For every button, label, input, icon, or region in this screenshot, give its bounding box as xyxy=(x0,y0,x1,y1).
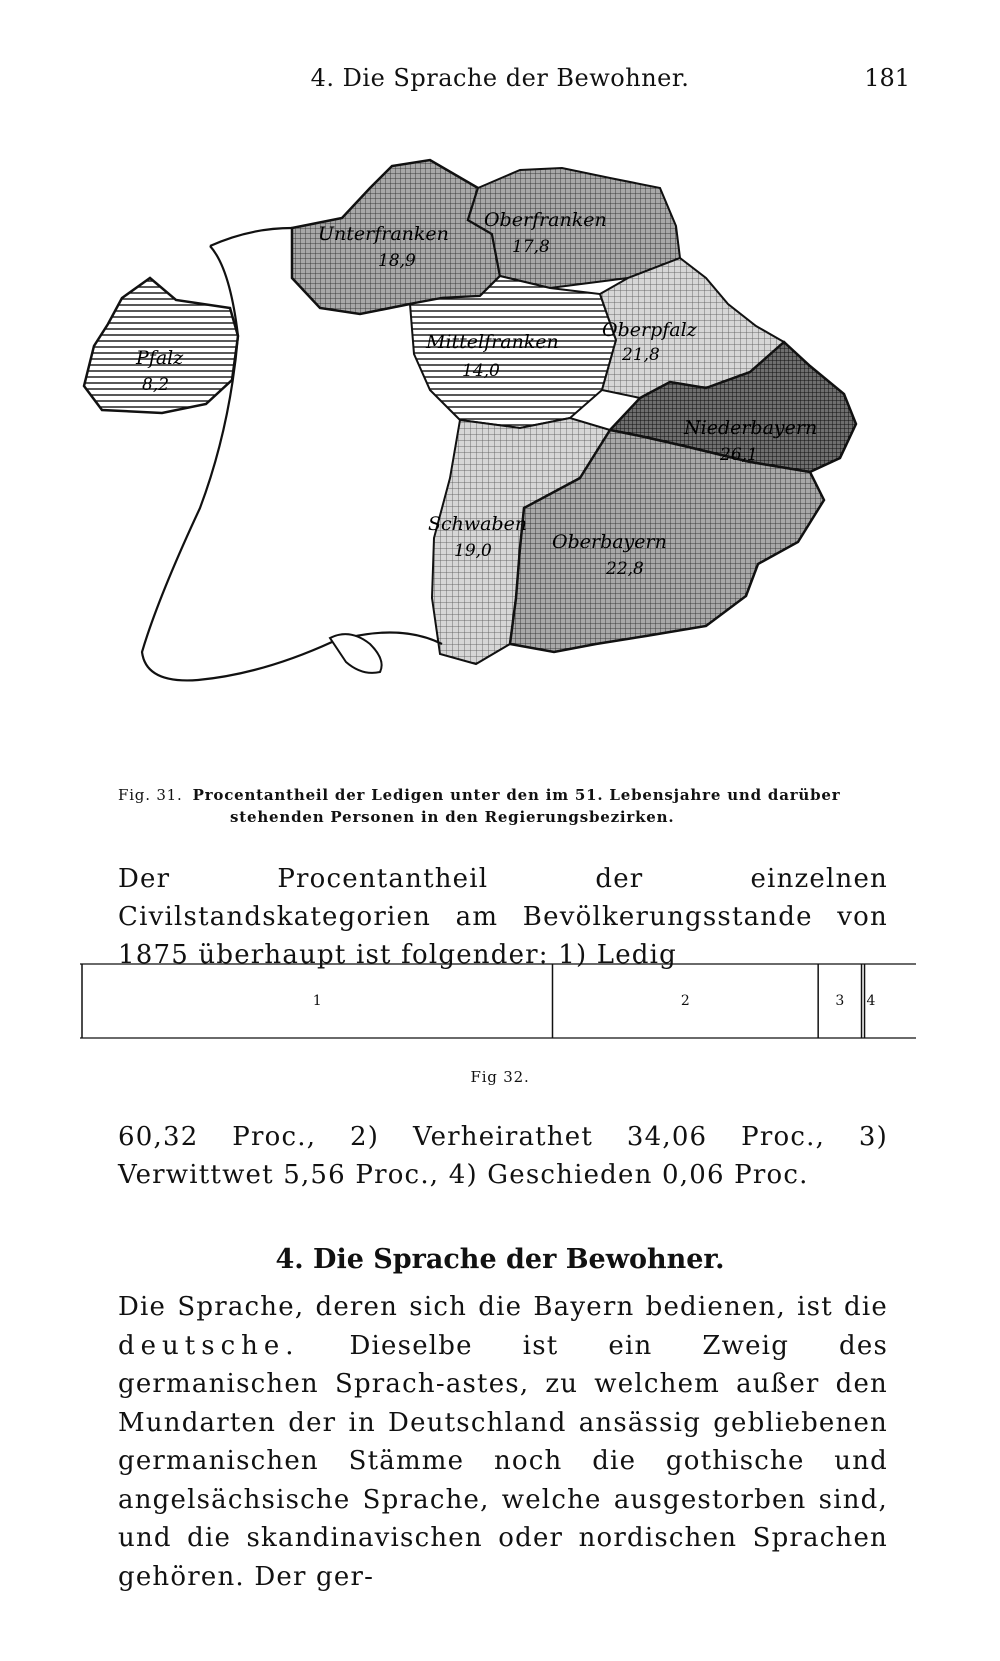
region-name: Pfalz xyxy=(136,347,184,369)
region-value: 14,0 xyxy=(462,361,500,381)
paragraph-language xyxy=(118,1288,888,1596)
bar-segment-label: 2 xyxy=(680,993,690,1009)
region-name: Unterfranken xyxy=(318,223,449,245)
region-value: 21,8 xyxy=(622,345,660,365)
bavaria-map xyxy=(80,128,920,768)
figure-32-bar xyxy=(80,962,916,1040)
figure-31-caption-line2: stehenden Personen in den Regierungsbezirken. xyxy=(230,808,675,826)
paragraph-language-part1: Die Sprache, deren sich die Bayern bedienen, ist die xyxy=(118,1292,888,1322)
figure-31-caption xyxy=(118,784,898,828)
page-number: 181 xyxy=(864,64,910,92)
paragraph-language-part2: Dieselbe ist ein Zweig des germanischen Sprach-astes, zu welchem außer den Mundarten der in Deutschland ansässig gebliebenen germanischen Stämme noch die gothische und angelsächsische Sprache, welche ausgestorben sind, und die skandinavischen oder nordischen Sprachen gehören. Der ger- xyxy=(118,1330,888,1592)
region-value: 17,8 xyxy=(512,237,550,257)
page-header xyxy=(80,64,920,100)
bar-segment-label: 4 xyxy=(866,993,876,1009)
region-name: Schwaben xyxy=(428,513,528,535)
region-name: Mittelfranken xyxy=(426,331,559,353)
paragraph-language-emphasis: deutsche. xyxy=(118,1330,300,1361)
region-name: Niederbayern xyxy=(684,417,818,439)
region-value: 18,9 xyxy=(378,251,416,271)
region-value: 19,0 xyxy=(454,541,492,561)
section-heading: 4. Die Sprache der Bewohner. xyxy=(275,1244,725,1275)
paragraph-civil-status-values: 60,32 Proc., 2) Verheirathet 34,06 Proc., 3) Verwittwet 5,56 Proc., 4) Geschieden 0,06 Proc. xyxy=(118,1122,888,1190)
river-line-north xyxy=(210,228,292,246)
region-name: Oberfranken xyxy=(484,209,607,231)
lake xyxy=(330,634,382,673)
figure-32-caption: Fig 32. xyxy=(470,1068,530,1086)
bavaria-map-figure xyxy=(80,128,920,768)
region-value: 26,1 xyxy=(720,445,758,465)
region-name: Oberpfalz xyxy=(602,319,697,341)
region-value: 22,8 xyxy=(606,559,644,579)
region-value: 8,2 xyxy=(142,375,170,395)
proportion-bar xyxy=(80,962,916,1040)
running-title: 4. Die Sprache der Bewohner. xyxy=(310,64,690,92)
bar-segment-label: 1 xyxy=(312,993,322,1009)
region-name: Oberbayern xyxy=(552,531,667,553)
paragraph-civil-status: Der Procentantheil der einzelnen Civilstandskategorien am Bevölkerungsstande von 1875 überhaupt ist folgender: 1) Ledig xyxy=(118,864,888,970)
figure-31-label: Fig. 31. xyxy=(118,786,183,804)
figure-31-caption-line1: Procentantheil der Ledigen unter den im 51. Lebensjahre und darüber xyxy=(192,786,841,804)
bar-segment-label: 3 xyxy=(835,993,845,1009)
